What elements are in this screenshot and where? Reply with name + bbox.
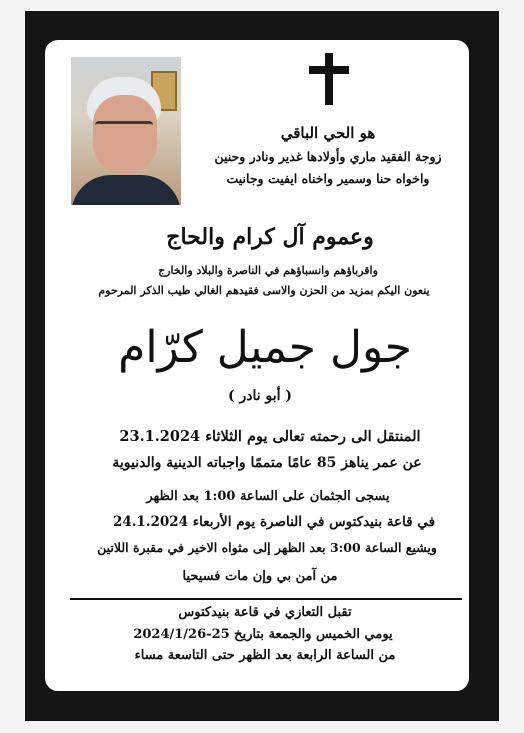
bible-verse: من آمن بي وإن مات فسيحيا xyxy=(182,569,338,584)
announce-line: ينعون اليكم بمزيد من الحزن والاسى فقيدهم الغالي طيب الذكر المرحوم xyxy=(98,284,430,297)
header-line: زوجة الفقيد ماري وأولادها غدير ونادر وحنين xyxy=(214,149,442,164)
deceased-name: جول جميل كرّام xyxy=(118,322,412,373)
header-line: هو الحي الباقي xyxy=(280,124,376,142)
condolence-line: يومي الخميس والجمعة بتاريخ 25-2024/1/26 xyxy=(133,627,393,642)
funeral-line: في قاعة بنيدكتوس في الناصرة يوم الأربعاء 24.1.2024 xyxy=(112,514,436,530)
families-line: وعموم آل كرام والحاج xyxy=(166,224,374,250)
photo-shirt xyxy=(71,175,181,205)
death-line: المنتقل الى رحمته تعالى يوم الثلاثاء 23.1.2024 xyxy=(119,428,421,445)
cross-icon xyxy=(309,53,349,105)
divider-line xyxy=(70,598,462,600)
deceased-nickname: ( أبو نادر ) xyxy=(227,388,293,404)
header-line: واخواه حنا وسمير واخناه ايفيت وجانيت xyxy=(226,171,430,186)
funeral-line: يسجى الجثمان على الساعة 1:00 بعد الظهر xyxy=(146,489,390,504)
photo-glasses xyxy=(95,121,153,138)
deceased-photo xyxy=(71,57,181,205)
condolence-line: تقبل التعازي في قاعة بنيدكتوس xyxy=(178,605,352,620)
announce-line: واقرباؤهم وانسباؤهم في الناصرة والبلاد والخارج xyxy=(158,264,378,277)
condolence-line: من الساعة الرابعة بعد الظهر حتى التاسعة مساء xyxy=(134,648,396,663)
funeral-line: ويشيع الساعة 3:00 بعد الظهر إلى مثواه الاخير في مقبرة اللاتين xyxy=(97,540,437,555)
death-line: عن عمر يناهز 85 عامًا متممًا واجباته الدينية والدنيوية xyxy=(112,455,422,471)
